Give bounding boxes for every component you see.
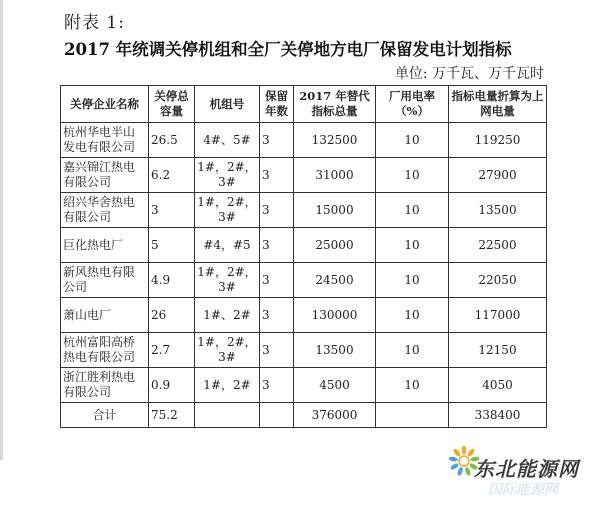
- cell-retain-years: 3: [260, 298, 294, 333]
- watermark: [444, 441, 594, 501]
- table-row: [61, 228, 547, 263]
- annex-label: 附表 1:: [64, 13, 125, 33]
- cell-plant-use-rate: 10: [376, 368, 449, 403]
- cell-unit-no: 1#，2#，3#: [195, 193, 260, 228]
- cell-grid-power: 22500: [449, 228, 547, 263]
- cell-company: 萧山电厂: [61, 298, 149, 333]
- cell-replace-total: 13500: [294, 333, 376, 368]
- total-empty-cell: [376, 403, 449, 428]
- cell-grid-power: 119250: [449, 123, 547, 158]
- cell-grid-power: 117000: [449, 298, 547, 333]
- total-empty-cell: [260, 403, 294, 428]
- cell-unit-no: 1#，2#，3#: [195, 263, 260, 298]
- header-unit-no: 机组号: [195, 86, 260, 123]
- cell-retain-years: 3: [260, 123, 294, 158]
- cell-retain-years: 3: [260, 368, 294, 403]
- cell-grid-power: 12150: [449, 333, 547, 368]
- table-row: [61, 368, 547, 403]
- cell-plant-use-rate: 10: [376, 333, 449, 368]
- cell-retain-years: 3: [260, 158, 294, 193]
- table-row: [61, 333, 547, 368]
- cell-company: 巨化热电厂: [61, 228, 149, 263]
- cell-company: 绍兴华舍热电有限公司: [61, 193, 149, 228]
- plan-table: [60, 85, 547, 428]
- cell-unit-no: 1#、2#: [195, 298, 260, 333]
- cell-company: 浙江胜利热电有限公司: [61, 368, 149, 403]
- cell-replace-total: 15000: [294, 193, 376, 228]
- table-row: [61, 193, 547, 228]
- cell-retain-years: 3: [260, 263, 294, 298]
- header-grid-power: 指标电量折算为上网电量: [449, 86, 547, 123]
- cell-replace-total: 132500: [294, 123, 376, 158]
- cell-grid-power: 13500: [449, 193, 547, 228]
- header-replace-total: 2017 年替代指标总量: [294, 86, 376, 123]
- cell-capacity: 3: [149, 193, 195, 228]
- unit-label: 单位: 万千瓦、万千瓦时: [394, 66, 544, 82]
- table-header-row: [61, 86, 547, 123]
- watermark-sub-text: 国际能源网: [488, 482, 558, 498]
- cell-plant-use-rate: 10: [376, 298, 449, 333]
- cell-unit-no: 4#、5#: [195, 123, 260, 158]
- header-plant-use-rate: 厂用电率（%）: [376, 86, 449, 123]
- watermark-main-text: 东北能源网: [474, 457, 579, 481]
- cell-plant-use-rate: 10: [376, 158, 449, 193]
- header-retain-years: 保留年数: [260, 86, 294, 123]
- cell-retain-years: 3: [260, 333, 294, 368]
- cell-company: 新风热电有限公司: [61, 263, 149, 298]
- cell-unit-no: 1#，2#，3#: [195, 158, 260, 193]
- cell-capacity: 26.5: [149, 123, 195, 158]
- cell-replace-total: 130000: [294, 298, 376, 333]
- table-row: [61, 123, 547, 158]
- table-row: [61, 298, 547, 333]
- cell-plant-use-rate: 10: [376, 263, 449, 298]
- cell-capacity: 6.2: [149, 158, 195, 193]
- cell-unit-no: 1#，2#，3#: [195, 333, 260, 368]
- total-capacity: 75.2: [149, 403, 195, 428]
- cell-replace-total: 31000: [294, 158, 376, 193]
- cell-capacity: 2.7: [149, 333, 195, 368]
- cell-retain-years: 3: [260, 193, 294, 228]
- cell-unit-no: #4，#5: [195, 228, 260, 263]
- table-row: [61, 158, 547, 193]
- table-row: [61, 263, 547, 298]
- cell-plant-use-rate: 10: [376, 228, 449, 263]
- cell-replace-total: 24500: [294, 263, 376, 298]
- cell-replace-total: 4500: [294, 368, 376, 403]
- cell-company: 嘉兴锦江热电有限公司: [61, 158, 149, 193]
- page-edge: [0, 0, 3, 460]
- cell-plant-use-rate: 10: [376, 193, 449, 228]
- header-company: 关停企业名称: [61, 86, 149, 123]
- cell-replace-total: 25000: [294, 228, 376, 263]
- cell-grid-power: 22050: [449, 263, 547, 298]
- cell-company: 杭州华电半山发电有限公司: [61, 123, 149, 158]
- cell-capacity: 4.9: [149, 263, 195, 298]
- cell-capacity: 0.9: [149, 368, 195, 403]
- header-capacity: 关停总容量: [149, 86, 195, 123]
- cell-grid-power: 4050: [449, 368, 547, 403]
- cell-capacity: 26: [149, 298, 195, 333]
- page-title: 2017 年统调关停机组和全厂关停地方电厂保留发电计划指标: [64, 40, 512, 59]
- cell-company: 杭州富阳高桥热电有限公司: [61, 333, 149, 368]
- total-grid-power: 338400: [449, 403, 547, 428]
- total-replace-total: 376000: [294, 403, 376, 428]
- cell-retain-years: 3: [260, 228, 294, 263]
- cell-unit-no: 1#，2#: [195, 368, 260, 403]
- total-row: [61, 403, 547, 428]
- total-label: 合计: [61, 403, 149, 428]
- total-empty-cell: [195, 403, 260, 428]
- cell-grid-power: 27900: [449, 158, 547, 193]
- cell-capacity: 5: [149, 228, 195, 263]
- cell-plant-use-rate: 10: [376, 123, 449, 158]
